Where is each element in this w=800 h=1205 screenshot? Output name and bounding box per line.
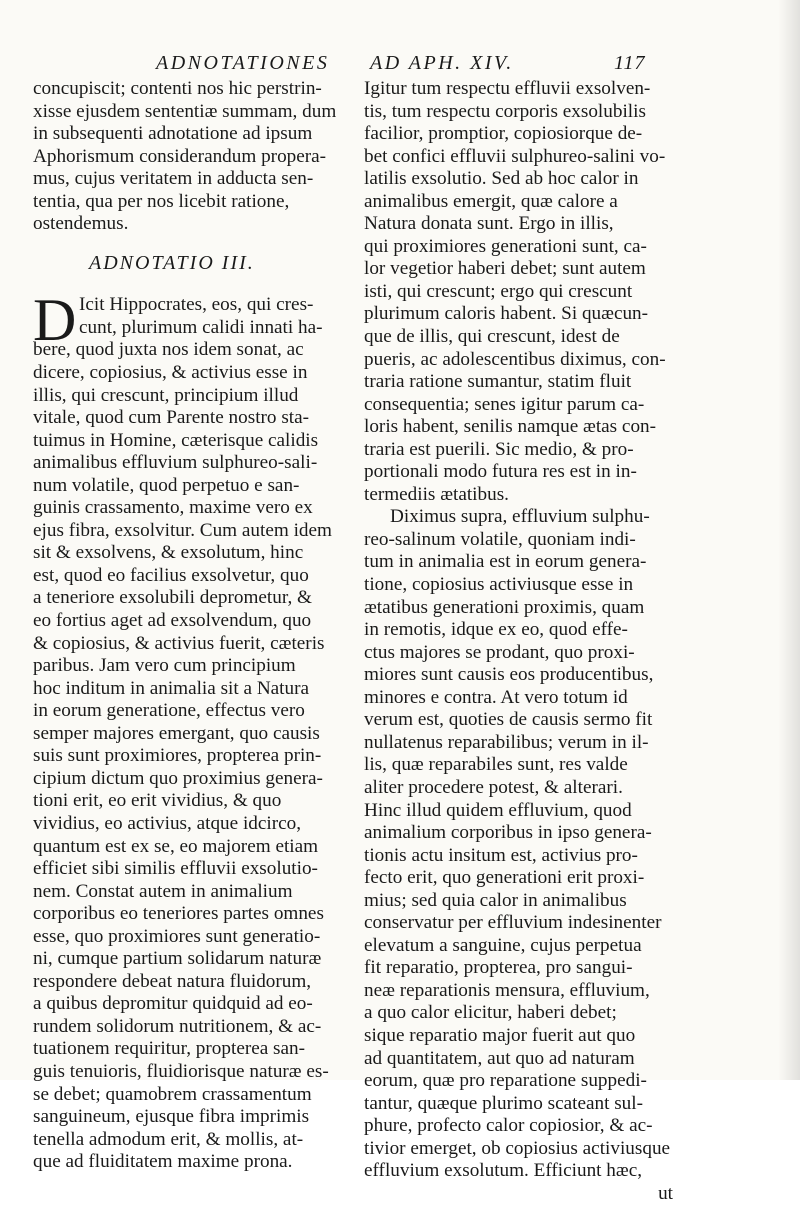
text-line: Icit Hippocrates, eos, qui cres- bbox=[79, 294, 314, 316]
text-line: verum est, quoties de causis sermo fit bbox=[364, 709, 653, 731]
text-line: in eorum generatione, effectus vero bbox=[33, 700, 305, 722]
text-line: cipium dictum quo proximius genera- bbox=[33, 767, 323, 789]
text-line: nullatenus reparabilibus; verum in il- bbox=[364, 731, 649, 753]
text-line: guis tenuioris, fluidiorisque naturæ es- bbox=[33, 1060, 329, 1082]
text-line: rundem solidorum nutritionem, & ac- bbox=[33, 1015, 322, 1037]
text-line: suis sunt proximiores, propterea prin- bbox=[33, 745, 322, 767]
text-line: mius; sed quia calor in animalibus bbox=[364, 889, 627, 911]
text-line: eo fortius aget ad exsolvendum, quo bbox=[33, 610, 312, 632]
text-line: num volatile, quod perpetuo e san- bbox=[33, 474, 300, 496]
text-line: minores e contra. At vero totum id bbox=[364, 686, 628, 708]
text-line: ad quantitatem, aut quo ad naturam bbox=[364, 1047, 635, 1069]
text-line: quantum est ex se, eo majorem etiam bbox=[33, 835, 319, 857]
left-paragraph-1 bbox=[33, 78, 348, 236]
text-line: concupiscit; contenti nos hic perstrin- bbox=[33, 78, 322, 99]
text-line: neæ reparationis mensura, effluvium, bbox=[364, 979, 650, 1001]
text-line: paribus. Jam vero cum principium bbox=[33, 655, 296, 677]
text-line: & copiosius, & activius fuerit, cæteris bbox=[33, 632, 325, 654]
section-heading: ADNOTATIO III. bbox=[89, 251, 255, 274]
text-line: a quibus depromitur quidquid ad eo- bbox=[33, 993, 313, 1015]
text-line: respondere debeat natura fluidorum, bbox=[33, 970, 312, 992]
text-line: fecto erit, quo generationi erit proxi- bbox=[364, 867, 645, 889]
text-line: facilior, promptior, copiosiorque de- bbox=[364, 123, 643, 145]
text-line: animalium corporibus in ipso genera- bbox=[364, 822, 652, 844]
page-number: 117 bbox=[614, 52, 646, 74]
text-line: tentia, qua per nos licebit ratione, bbox=[33, 190, 290, 212]
paragraph-body bbox=[33, 339, 348, 1173]
text-line: semper majores emergant, quo causis bbox=[33, 722, 320, 744]
text-line: sique reparatio major fuerit aut quo bbox=[364, 1024, 636, 1046]
text-line: aliter procedere potest, & alterari. bbox=[364, 776, 623, 798]
text-line: lis, quæ reparabiles sunt, res valde bbox=[364, 754, 628, 776]
text-line: fit reparatio, propterea, pro sangui- bbox=[364, 957, 633, 979]
text-line: ni, cumque partium solidarum naturæ bbox=[33, 948, 322, 970]
text-line: tione, copiosius activiusque esse in bbox=[364, 574, 634, 596]
text-line: pueris, ac adolescentibus diximus, con- bbox=[364, 348, 666, 370]
text-line: Hinc illud quidem effluvium, quod bbox=[364, 799, 632, 821]
drop-cap: D bbox=[33, 287, 77, 354]
text-line: termediis ætatibus. bbox=[364, 483, 509, 505]
text-line: efficiet sibi similis effluvii exsolutio- bbox=[33, 858, 318, 880]
page-edge-shadow bbox=[778, 0, 800, 1080]
text-line: est, quod eo facilius exsolvetur, quo bbox=[33, 564, 309, 586]
text-line: vitale, quod cum Parente nostro sta- bbox=[33, 407, 310, 429]
text-line: vividius, eo activius, atque idcirco, bbox=[33, 812, 302, 834]
text-line: tuationem requiritur, propterea san- bbox=[33, 1038, 306, 1060]
text-line: tuimus in Homine, cæterisque calidis bbox=[33, 429, 319, 451]
text-line: in remotis, idque ex eo, quod effe- bbox=[364, 619, 628, 641]
text-line: corporibus eo teneriores partes omnes bbox=[33, 903, 324, 925]
text-line: Natura donata sunt. Ergo in illis, bbox=[364, 213, 614, 235]
text-line: isti, qui crescunt; ergo qui crescunt bbox=[364, 280, 633, 302]
text-line: guinis crassamento, maxime vero ex bbox=[33, 497, 313, 519]
text-line: a teneriore exsolubili deprometur, & bbox=[33, 587, 312, 609]
text-line: Diximus supra, effluvium sulphu- bbox=[390, 506, 650, 528]
text-line: portionali modo futura res est in in- bbox=[364, 461, 637, 483]
text-line: consequentia; senes igitur parum ca- bbox=[364, 393, 645, 415]
text-line: traria ratione sumantur, statim fluit bbox=[364, 371, 632, 393]
text-line: phure, profecto calor copiosior, & ac- bbox=[364, 1115, 653, 1137]
text-line: reo-salinum volatile, quoniam indi- bbox=[364, 528, 636, 550]
left-column bbox=[33, 78, 348, 1174]
text-line: loris habent, senilis namque ætas con- bbox=[364, 416, 657, 438]
text-line: ostendemus. bbox=[33, 213, 129, 235]
text-line: animalibus emergit, quæ calore a bbox=[364, 190, 618, 212]
running-head-right: AD APH. XIV. bbox=[370, 52, 514, 74]
text-line: que de illis, qui crescunt, idest de bbox=[364, 326, 620, 348]
text-line: tenella admodum erit, & mollis, at- bbox=[33, 1128, 304, 1150]
text-line: tivior emerget, ob copiosius activiusque bbox=[364, 1137, 671, 1159]
text-line: latilis exsolutio. Sed ab hoc calor in bbox=[364, 168, 639, 190]
text-line: illis, qui crescunt, principium illud bbox=[33, 384, 299, 406]
text-line: animalibus effluvium sulphureo-sali- bbox=[33, 452, 318, 474]
text-line: sanguineum, ejusque fibra imprimis bbox=[33, 1106, 310, 1128]
text-line: dicere, copiosius, & activius esse in bbox=[33, 362, 308, 384]
text-line: Igitur tum respectu effluvii exsolven- bbox=[364, 78, 651, 99]
running-head-left: ADNOTATIONES bbox=[156, 52, 330, 74]
text-line: tum in animalia est in eorum genera- bbox=[364, 551, 647, 573]
text-line: hoc inditum in animalia sit a Natura bbox=[33, 677, 310, 699]
text-line: conservatur per effluvium indesinenter bbox=[364, 912, 662, 934]
text-line: tionis actu insitum est, activius pro- bbox=[364, 844, 638, 866]
text-line: miores sunt causis eos producentibus, bbox=[364, 664, 654, 686]
text-line: nem. Constat autem in animalium bbox=[33, 880, 293, 902]
text-line: cunt, plurimum calidi innati ha- bbox=[79, 316, 323, 338]
text-line: se debet; quamobrem crassamentum bbox=[33, 1083, 312, 1105]
text-line: elevatum a sanguine, cujus perpetua bbox=[364, 934, 642, 956]
right-paragraph-1 bbox=[364, 78, 679, 506]
text-line: qui proximiores generationi sunt, ca- bbox=[364, 235, 647, 257]
right-column bbox=[364, 78, 679, 1205]
text-line: bet confici effluvii sulphureo-salini vo- bbox=[364, 145, 666, 167]
text-line: traria est puerili. Sic medio, & pro- bbox=[364, 438, 634, 460]
text-line: Aphorismum considerandum propera- bbox=[33, 145, 327, 167]
text-line: lor vegetior haberi debet; sunt autem bbox=[364, 258, 646, 280]
text-line: sit & exsolvens, & exsolutum, hinc bbox=[33, 542, 304, 564]
left-paragraph-2 bbox=[33, 287, 348, 1173]
text-line: tis, tum respectu corporis exsolubilis bbox=[364, 100, 646, 122]
text-line: tioni erit, eo erit vividius, & quo bbox=[33, 790, 282, 812]
text-line: in subsequenti adnotatione ad ipsum bbox=[33, 123, 313, 145]
text-line: eorum, quæ pro reparatione suppedi- bbox=[364, 1070, 647, 1092]
catchword: ut bbox=[658, 1182, 673, 1204]
right-paragraph-2 bbox=[364, 529, 679, 1183]
text-line: plurimum caloris habent. Si quæcun- bbox=[364, 303, 649, 325]
text-line: que ad fluiditatem maxime prona. bbox=[33, 1151, 293, 1173]
text-line: a quo calor elicitur, haberi debet; bbox=[364, 1002, 617, 1024]
text-line: esse, quo proximiores sunt generatio- bbox=[33, 925, 321, 947]
text-line: ctus majores se prodant, quo proxi- bbox=[364, 641, 635, 663]
text-line: effluvium exsolutum. Efficiunt hæc, bbox=[364, 1160, 643, 1182]
text-line: ætatibus generationi proximis, quam bbox=[364, 596, 645, 618]
text-line: tantur, quæque plurimo scateant sul- bbox=[364, 1092, 643, 1114]
text-line: ejus fibra, exsolvitur. Cum autem idem bbox=[33, 519, 332, 541]
text-line: xisse ejusdem sententiæ summam, dum bbox=[33, 100, 337, 122]
text-line: bere, quod juxta nos idem sonat, ac bbox=[33, 339, 304, 361]
text-line: mus, cujus veritatem in adducta sen- bbox=[33, 168, 314, 190]
